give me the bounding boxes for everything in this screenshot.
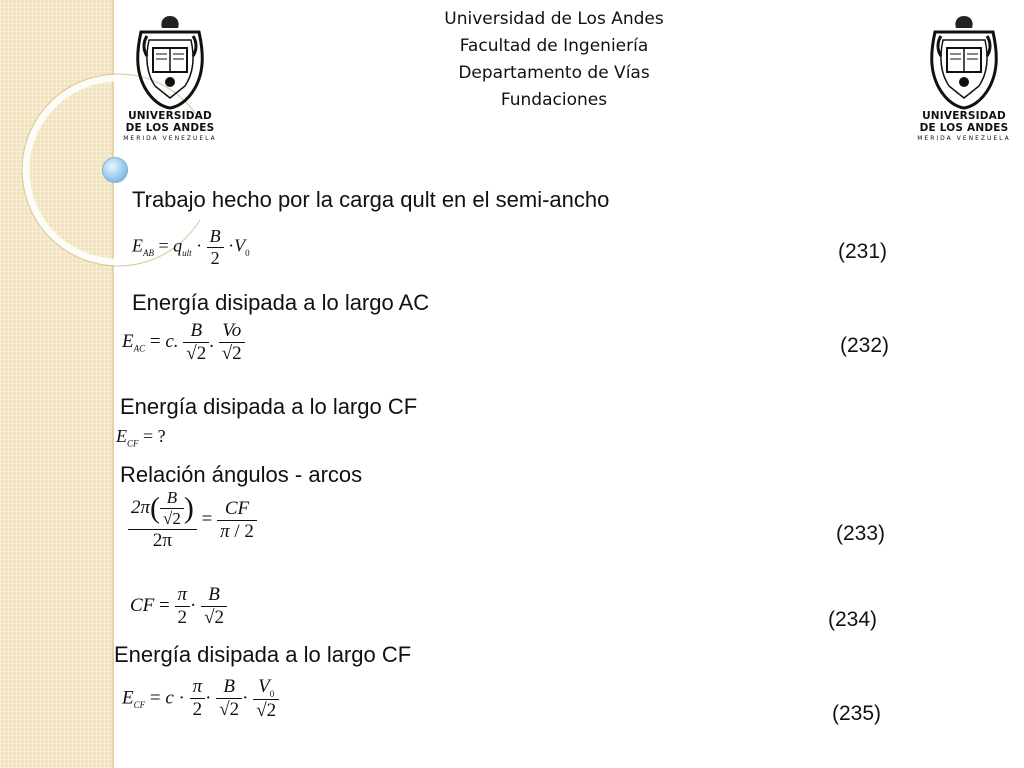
logo-name-line1: UNIVERSIDAD — [128, 110, 212, 122]
page-header — [360, 6, 748, 114]
equation-number-235: (235) — [832, 702, 882, 725]
formula-235: $E_{CF} = c$ · $\frac{\pi}{2}$ · $\frac{B}{√2}$ · $\frac{V_0}{√2}$ — [122, 676, 279, 722]
university-crest-icon — [127, 10, 213, 110]
university-logo-left — [120, 10, 220, 143]
section-title-energy-cf-2: Energía disipada a lo largo CF — [114, 642, 412, 667]
equation-number-234: (234) — [828, 608, 878, 631]
university-logo-right — [914, 10, 1014, 143]
formula-ecf-unknown: $E_{CF}$ = ? — [116, 426, 166, 449]
header-university: Universidad de Los Andes — [444, 9, 664, 29]
header-department: Departamento de Vías — [458, 63, 650, 83]
equation-number-231: (231) — [838, 240, 888, 263]
header-faculty: Facultad de Ingeniería — [459, 36, 649, 56]
formula-232: $E_{AC} = c$. $\frac{B}{√2}$ . $\frac{Vo}{√2}$ — [122, 320, 245, 365]
section-title-energy-cf: Energía disipada a lo largo CF — [120, 394, 418, 419]
equation-number-233: (233) — [836, 522, 886, 545]
logo-name-line2: DE LOS ANDES — [919, 122, 1009, 134]
formula-233: 2π( $\frac{B}{√2}$ ) 2π = $\frac{CF}{\pi / 2}$ — [128, 488, 257, 552]
formula-234: CF = $\frac{\pi}{2}$ · $\frac{B}{√2}$ — [130, 584, 227, 629]
logo-place: MERIDA VENEZUELA — [917, 135, 1011, 142]
equation-number-232: (232) — [840, 334, 890, 357]
logo-place: MERIDA VENEZUELA — [123, 135, 217, 142]
header-course: Fundaciones — [500, 90, 608, 110]
bullet-orb — [102, 157, 128, 183]
logo-name-line1: UNIVERSIDAD — [922, 110, 1006, 122]
section-title-energy-ac: Energía disipada a lo largo AC — [132, 290, 430, 315]
logo-name-line2: DE LOS ANDES — [125, 122, 215, 134]
university-crest-icon — [921, 10, 1007, 110]
section-title-work-qult: Trabajo hecho por la carga qult en el semi-ancho — [132, 187, 610, 212]
formula-231: $E_{AB} = q_{ult}$ · $\frac{B}{2}$ $\cdot V_0$ — [132, 226, 250, 268]
section-title-angle-arcs: Relación ángulos - arcos — [120, 462, 363, 487]
